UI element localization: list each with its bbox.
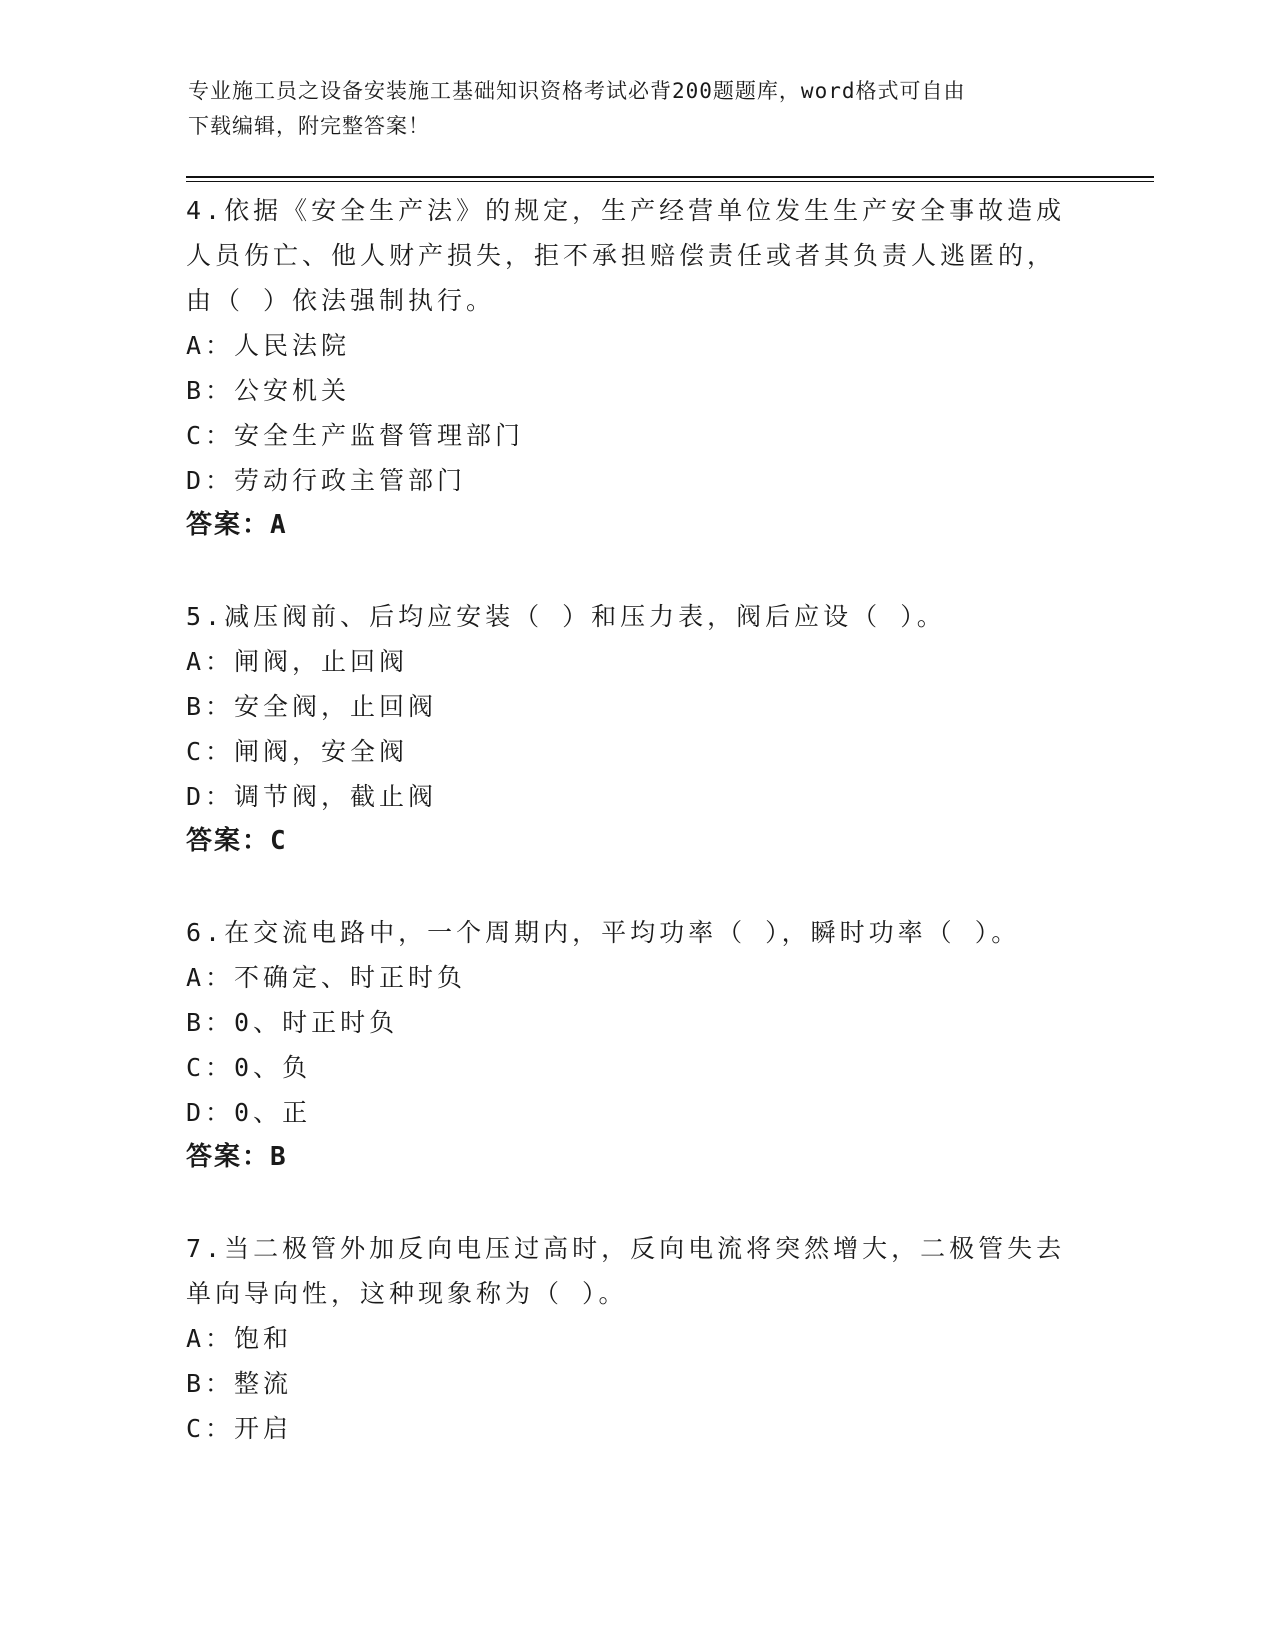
option-b: B：0、时正时负 — [186, 1008, 399, 1037]
option-b: B：整流 — [186, 1369, 293, 1398]
question-7 — [186, 1226, 1086, 1451]
header-line-2: 下载编辑，附完整答案！ — [188, 114, 430, 138]
option-d: D：劳动行政主管部门 — [186, 466, 467, 495]
option-a: A：人民法院 — [186, 331, 351, 360]
option-d: D：0、正 — [186, 1098, 312, 1127]
question-stem-line: 由（ ）依法强制执行。 — [186, 286, 496, 315]
answer-label: 答案：C — [186, 826, 288, 856]
question-6 — [186, 910, 1086, 1180]
answer-label: 答案：A — [186, 510, 288, 540]
option-c: C：闸阀，安全阀 — [186, 737, 409, 766]
option-b: B：安全阀，止回阀 — [186, 692, 438, 721]
question-stem-line: 7.当二极管外加反向电压过高时，反向电流将突然增大，二极管失去 — [186, 1234, 1066, 1263]
header-divider-thin — [186, 181, 1154, 182]
option-a: A：饱和 — [186, 1324, 293, 1353]
question-4 — [186, 188, 1086, 548]
question-stem-line: 6.在交流电路中，一个周期内，平均功率（ ），瞬时功率（ ）。 — [186, 918, 1021, 947]
option-c: C：0、负 — [186, 1053, 312, 1082]
question-stem-line: 4.依据《安全生产法》的规定，生产经营单位发生生产安全事故造成 — [186, 196, 1066, 225]
header-divider-thick — [186, 176, 1154, 178]
question-5 — [186, 594, 1086, 864]
option-c: C：开启 — [186, 1414, 293, 1443]
option-c: C：安全生产监督管理部门 — [186, 421, 525, 450]
question-stem-line: 5.减压阀前、后均应安装（ ）和压力表，阀后应设（ ）。 — [186, 602, 946, 631]
header-line-1: 专业施工员之设备安装施工基础知识资格考试必背200题题库，word格式可自由 — [188, 79, 966, 103]
answer-label: 答案：B — [186, 1142, 288, 1172]
option-a: A：闸阀，止回阀 — [186, 647, 409, 676]
option-b: B：公安机关 — [186, 376, 351, 405]
question-stem-line: 人员伤亡、他人财产损失，拒不承担赔偿责任或者其负责人逃匿的， — [186, 241, 1057, 270]
option-d: D：调节阀，截止阀 — [186, 782, 438, 811]
option-a: A：不确定、时正时负 — [186, 963, 467, 992]
question-stem-line: 单向导向性，这种现象称为（ ）。 — [186, 1279, 628, 1308]
question-list — [186, 188, 1086, 1497]
document-header — [188, 74, 1088, 144]
